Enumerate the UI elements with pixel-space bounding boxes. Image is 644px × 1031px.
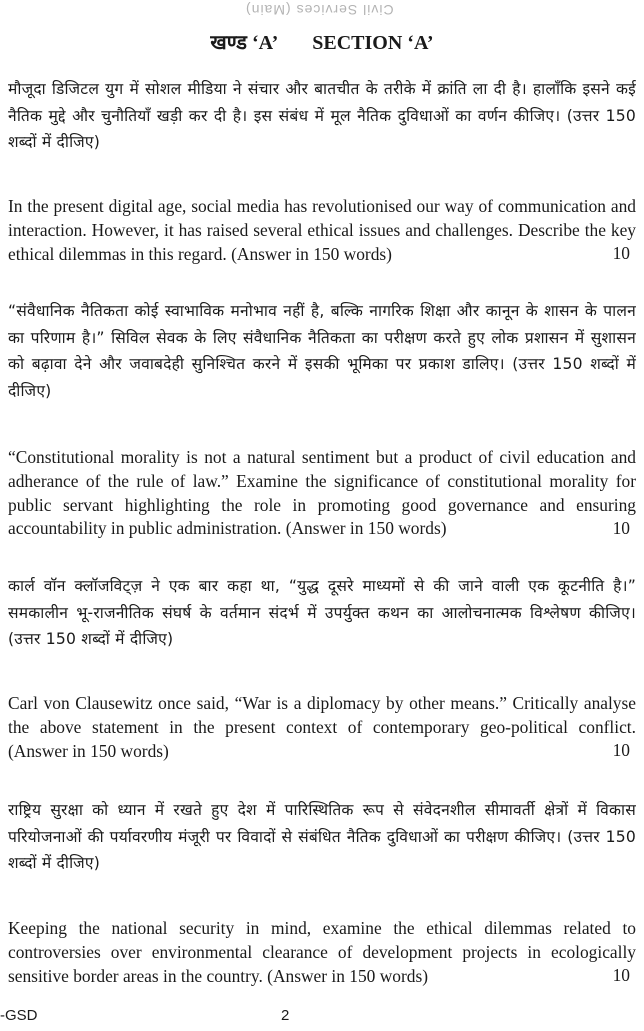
question-2-marks: 10 — [612, 518, 630, 538]
page-number: 2 — [281, 1007, 290, 1024]
question-1-hindi: मौजूदा डिजिटल युग में सोशल मीडिया ने संचार और बातचीत के तरीके में क्रांति ला दी है। हालाँकि इसने कई नैतिक मुद्दे और चुनौतियाँ खड़ी कर दी है। इस संबंध में मूल नैतिक दुविधाओं का वर्णन कीजिए। (उत्तर 150 शब्दों में दीजिए) — [8, 80, 636, 151]
section-heading-english: SECTION ‘A’ — [312, 32, 434, 54]
question-3-hindi: कार्ल वॉन क्लॉजविट्ज़ ने एक बार कहा था, “युद्ध दूसरे माध्यमों से की जाने वाली एक कूटनीति है।” समकालीन भू-राजनीतिक संघर्ष के वर्तमान संदर्भ में उपर्युक्त कथन का आलोचनात्मक विश्लेषण कीजिए। (उत्तर 150 शब्दों में दीजिए) — [8, 577, 636, 648]
question-3-english — [8, 692, 636, 763]
question-2-english — [8, 446, 636, 541]
question-2-english-text: “Constitutional morality is not a natural sentiment but a product of civil education and adherance of the rule of law.” Examine the significance of constitutional morality for public servant highlighting the role in promoting good governance and ensuring accountability in public administration. (Answer in 150 words) — [8, 447, 636, 539]
question-1-english — [8, 195, 636, 266]
section-heading-hindi: खण्ड ‘A’ — [210, 32, 279, 54]
question-3-english-text: Carl von Clausewitz once said, “War is a diplomacy by other means.” Critically analyse the above statement in the present context of contemporary geo-political conflict. (Answer in 150 words) — [8, 693, 636, 761]
question-4-marks: 10 — [612, 965, 630, 985]
watermark-stamp: Civil Services (Main) — [245, 2, 394, 18]
question-3-marks: 10 — [612, 740, 630, 760]
section-heading — [0, 28, 644, 55]
question-1-marks: 10 — [612, 243, 630, 263]
question-2-hindi: “संवैधानिक नैतिकता कोई स्वाभाविक मनोभाव नहीं है, बल्कि नागरिक शिक्षा और कानून के शासन के पालन का परिणाम है।” सिविल सेवक के लिए संवैधानिक नैतिकता का परीक्षण करते हुए लोक प्रशासन में सुशासन को बढ़ावा देने और जवाबदेही सुनिश्चित करने में इसकी भूमिका पर प्रकाश डालिए। (उत्तर 150 शब्दों में दीजिए) — [8, 302, 636, 400]
paper-code: -GSD — [0, 1007, 38, 1024]
question-4-english — [8, 917, 636, 988]
question-4-english-text: Keeping the national security in mind, examine the ethical dilemmas related to controversies over environmental clearance of development projects in ecologically sensitive border areas in the country. (Answer in 150 words) — [8, 918, 636, 986]
question-4-hindi: राष्ट्रिय सुरक्षा को ध्यान में रखते हुए देश में पारिस्थितिक रूप से संवेदनशील सीमावर्ती क्षेत्रों में विकास परियोजनाओं की पर्यावरणीय मंजूरी पर विवादों से संबंधित नैतिक दुविधाओं का परीक्षण कीजिए। (उत्तर 150 शब्दों में दीजिए) — [8, 801, 636, 872]
question-1-english-text: In the present digital age, social media has revolutionised our way of communication and interaction. However, it has raised several ethical issues and challenges. Describe the key ethical dilemmas in this regard. (Answer in 150 words) — [8, 196, 636, 264]
